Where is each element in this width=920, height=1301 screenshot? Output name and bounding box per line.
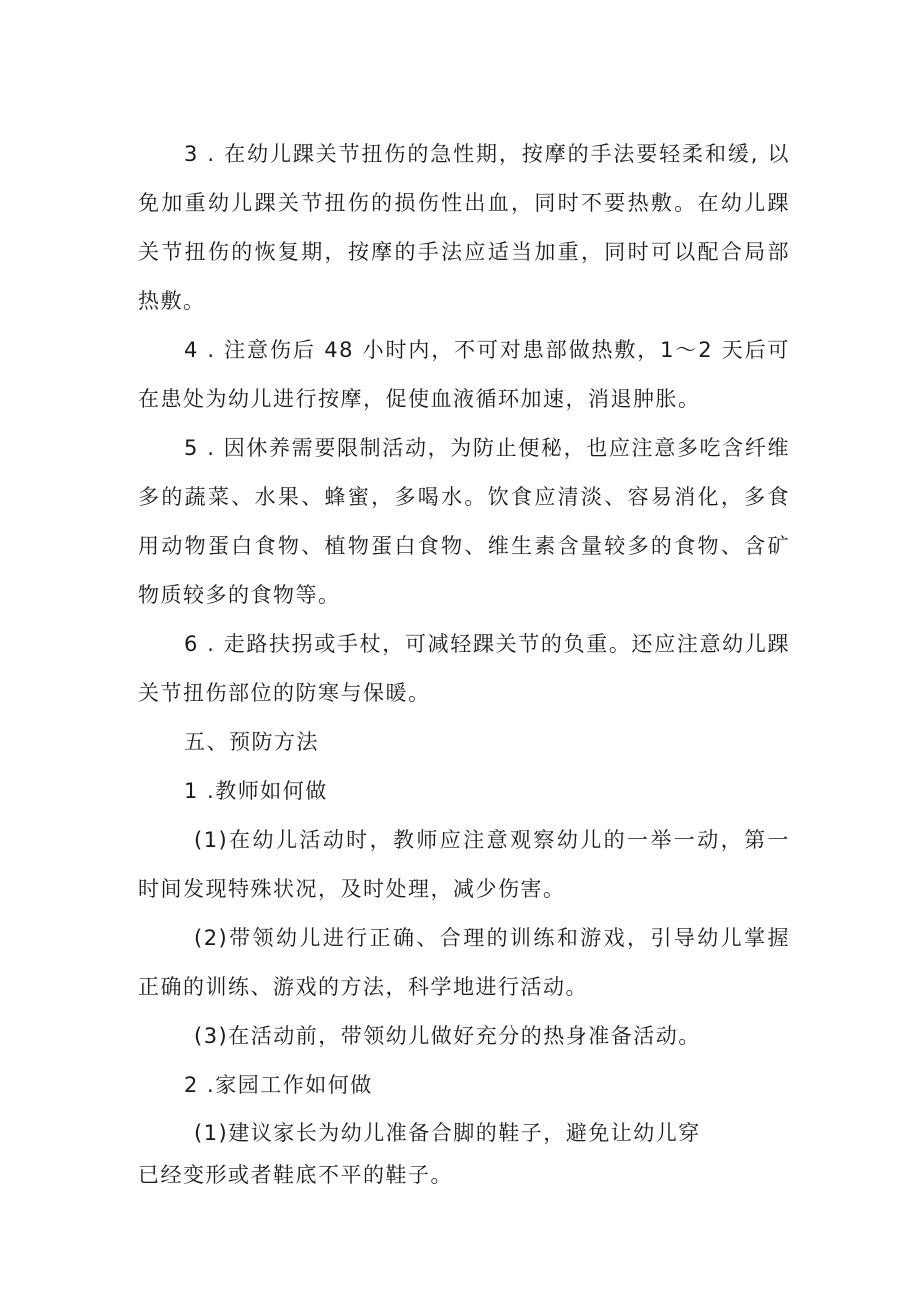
- home-item-1-line-1: (1)建议家长为幼儿准备合脚的鞋子，避免让幼儿穿: [194, 1121, 701, 1145]
- teacher-item-2: (2)带领幼儿进行正确、合理的训练和游戏，引导幼儿掌握正确的训练、游戏的方法，科学地进行活动。: [138, 926, 790, 999]
- teacher-item-3: (3)在活动前，带领幼儿做好充分的热身准备活动。: [194, 1024, 701, 1048]
- paragraph-4: 4 . 注意伤后 48 小时内，不可对患部做热敷，1〜2 天后可在患处为幼儿进行按摩，促使血液循环加速，消退肿胀。: [138, 338, 790, 411]
- subheading-teacher: 1 .教师如何做: [184, 779, 328, 803]
- section-heading-prevention: 五、预防方法: [184, 730, 319, 754]
- subheading-home-school: 2 .家园工作如何做: [184, 1073, 373, 1097]
- document-body: [138, 130, 790, 1198]
- teacher-item-1: (1)在幼儿活动时，教师应注意观察幼儿的一举一动，第一时间发现特殊状况，及时处理，减少伤害。: [138, 828, 790, 901]
- home-item-1-line-2: 已经变形或者鞋底不平的鞋子。: [138, 1163, 453, 1187]
- paragraph-3: 3 . 在幼儿踝关节扭伤的急性期，按摩的手法要轻柔和缓, 以免加重幼儿踝关节扭伤的损伤性出血，同时不要热敷。在幼儿踝关节扭伤的恢复期，按摩的手法应适当加重，同时可以配合局部热敷。: [138, 142, 790, 313]
- paragraph-5: 5 . 因休养需要限制活动，为防止便秘，也应注意多吃含纤维多的蔬菜、水果、蜂蜜，多喝水。饮食应清淡、容易消化，多食用动物蛋白食物、植物蛋白食物、维生素含量较多的食物、含矿物质较多的食物等。: [138, 436, 790, 607]
- paragraph-6: 6 . 走路扶拐或手杖，可减轻踝关节的负重。还应注意幼儿踝关节扭伤部位的防寒与保暖。: [138, 632, 790, 705]
